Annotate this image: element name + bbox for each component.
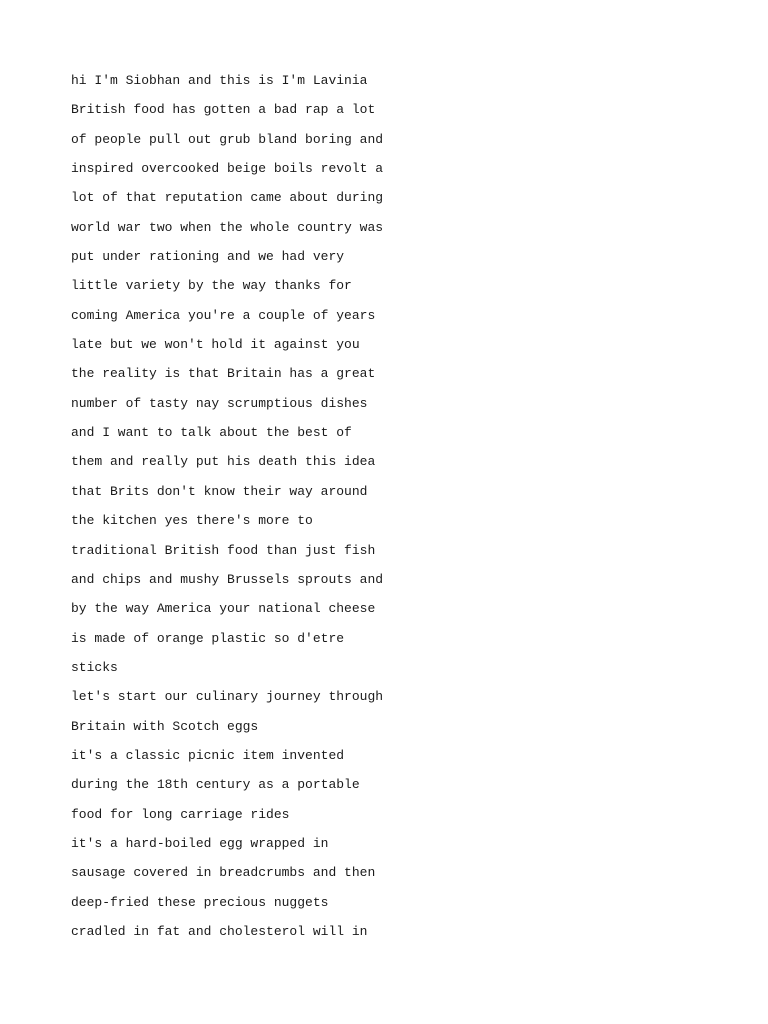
transcript-line: lot of that reputation came about during xyxy=(71,190,384,206)
transcript-line: late but we won't hold it against you xyxy=(71,337,360,353)
transcript-line: inspired overcooked beige boils revolt a xyxy=(71,161,384,177)
transcript-line: sausage covered in breadcrumbs and then xyxy=(71,865,376,881)
transcript-line: Britain with Scotch eggs xyxy=(71,718,259,734)
transcript-line: and I want to talk about the best of xyxy=(71,425,352,441)
transcript-line: it's a hard-boiled egg wrapped in xyxy=(71,835,329,851)
transcript-line: during the 18th century as a portable xyxy=(71,777,360,793)
transcript-line: coming America you're a couple of years xyxy=(71,307,376,323)
transcript-line: put under rationing and we had very xyxy=(71,249,345,265)
transcript-line: number of tasty nay scrumptious dishes xyxy=(71,395,368,411)
transcript-line: is made of orange plastic so d'etre xyxy=(71,630,345,646)
transcript-line: by the way America your national cheese xyxy=(71,601,376,617)
transcript-line: cradled in fat and cholesterol will in xyxy=(71,923,368,939)
transcript-page xyxy=(71,66,711,946)
transcript-line: British food has gotten a bad rap a lot xyxy=(71,102,376,118)
transcript-line: let's start our culinary journey through xyxy=(71,689,384,705)
transcript-line: and chips and mushy Brussels sprouts and xyxy=(71,571,384,587)
transcript-line: it's a classic picnic item invented xyxy=(71,747,345,763)
transcript-line: hi I'm Siobhan and this is I'm Lavinia xyxy=(71,73,368,88)
transcript-line: of people pull out grub bland boring and xyxy=(71,131,384,147)
transcript-line: the kitchen yes there's more to xyxy=(71,513,313,529)
transcript-line: world war two when the whole country was xyxy=(71,219,384,235)
transcript-line: traditional British food than just fish xyxy=(71,542,376,558)
transcript-line: that Brits don't know their way around xyxy=(71,483,368,499)
transcript-line: sticks xyxy=(71,659,118,675)
transcript-line: little variety by the way thanks for xyxy=(71,278,352,294)
transcript-line: food for long carriage rides xyxy=(71,806,290,822)
transcript-line: deep-fried these precious nuggets xyxy=(71,894,329,910)
transcript-line: them and really put his death this idea xyxy=(71,454,376,470)
transcript-line: the reality is that Britain has a great xyxy=(71,366,376,382)
